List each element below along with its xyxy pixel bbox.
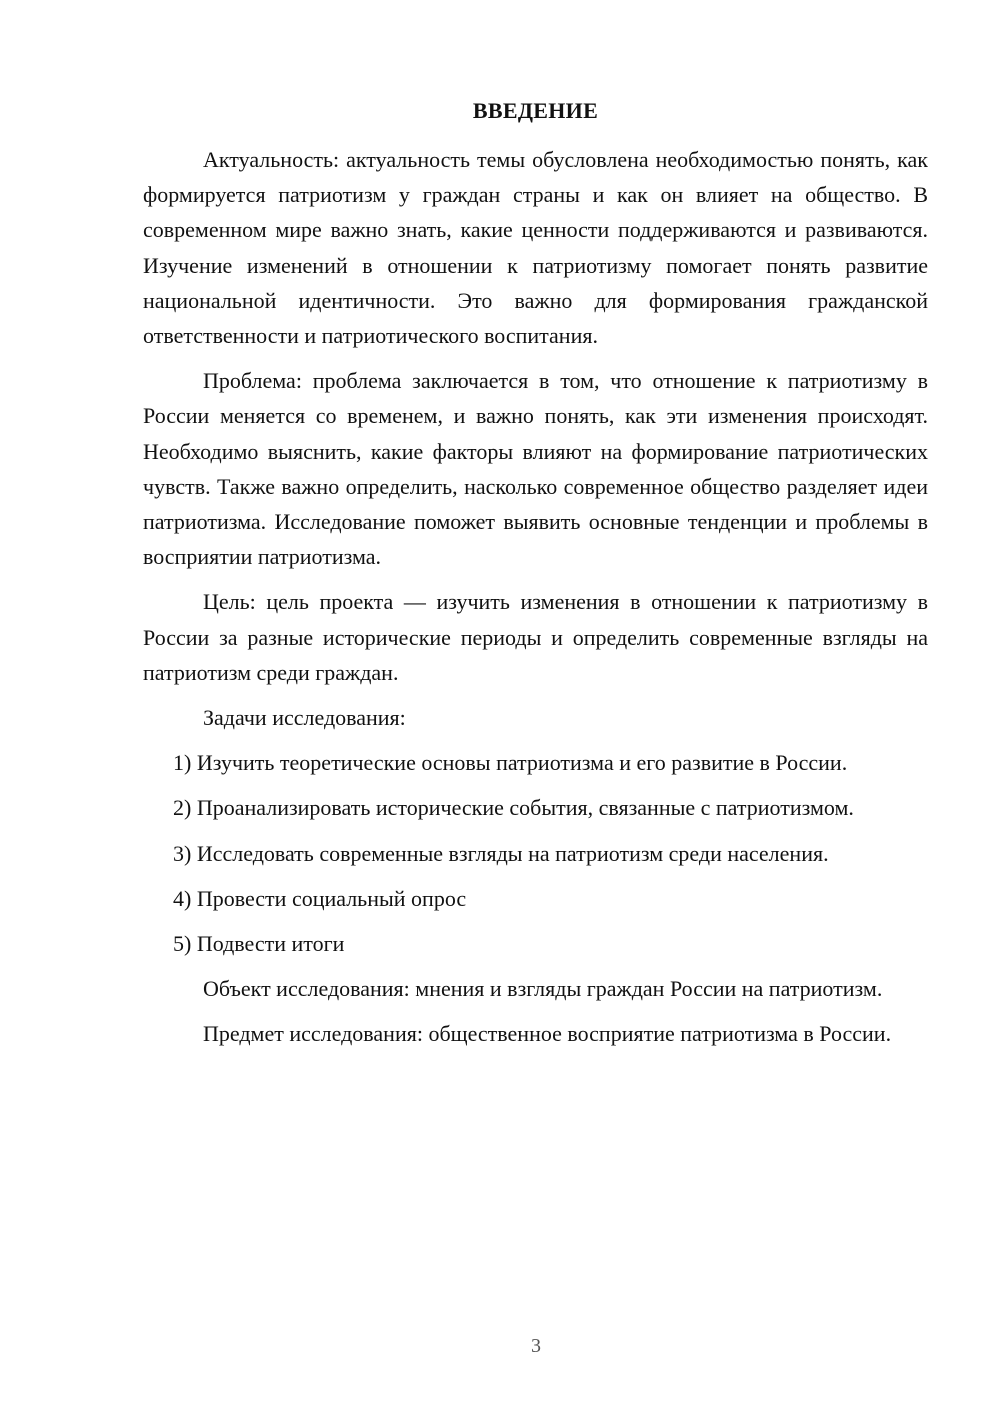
task-item: 1) Изучить теоретические основы патриотизма и его развитие в России. — [173, 750, 848, 776]
subject-paragraph: Предмет исследования: общественное восприятие патриотизма в России. — [203, 1021, 892, 1047]
task-item: 2) Проанализировать исторические события, связанные с патриотизмом. — [173, 795, 854, 821]
page-number: 3 — [531, 1335, 541, 1357]
task-item: 5) Подвести итоги — [173, 931, 345, 957]
tasks-title: Задачи исследования: — [203, 705, 406, 731]
document-page — [143, 96, 928, 1062]
task-item: 3) Исследовать современные взгляды на патриотизм среди населения. — [173, 840, 829, 866]
object-paragraph: Объект исследования: мнения и взгляды граждан России на патриотизм. — [203, 976, 883, 1002]
relevance-paragraph: Актуальность: актуальность темы обусловлена необходимостью понять, как формируется патриотизм у граждан страны и как он влияет на общество. В современном мире важно знать, какие ценности поддерживаются и развиваются. Изучение изменений в отношении к патриотизму помогает понять развитие национальной идентичности. Это важно для формирования гражданской ответственности и патриотического воспитания. — [143, 147, 928, 349]
page-title: ВВЕДЕНИЕ — [472, 98, 599, 123]
task-item: 4) Провести социальный опрос — [173, 885, 467, 911]
goal-paragraph: Цель: цель проекта — изучить изменения в отношении к патриотизму в России за разные исторические периоды и определить современные взгляды на патриотизм среди граждан. — [143, 589, 928, 685]
problem-paragraph: Проблема: проблема заключается в том, что отношение к патриотизму в России меняется со временем, и важно понять, как эти изменения происходят. Необходимо выяснить, какие факторы влияют на формирование патриотических чувств. Также важно определить, насколько современное общество разделяет идеи патриотизма. Исследование поможет выявить основные тенденции и проблемы в восприятии патриотизма. — [143, 368, 928, 570]
